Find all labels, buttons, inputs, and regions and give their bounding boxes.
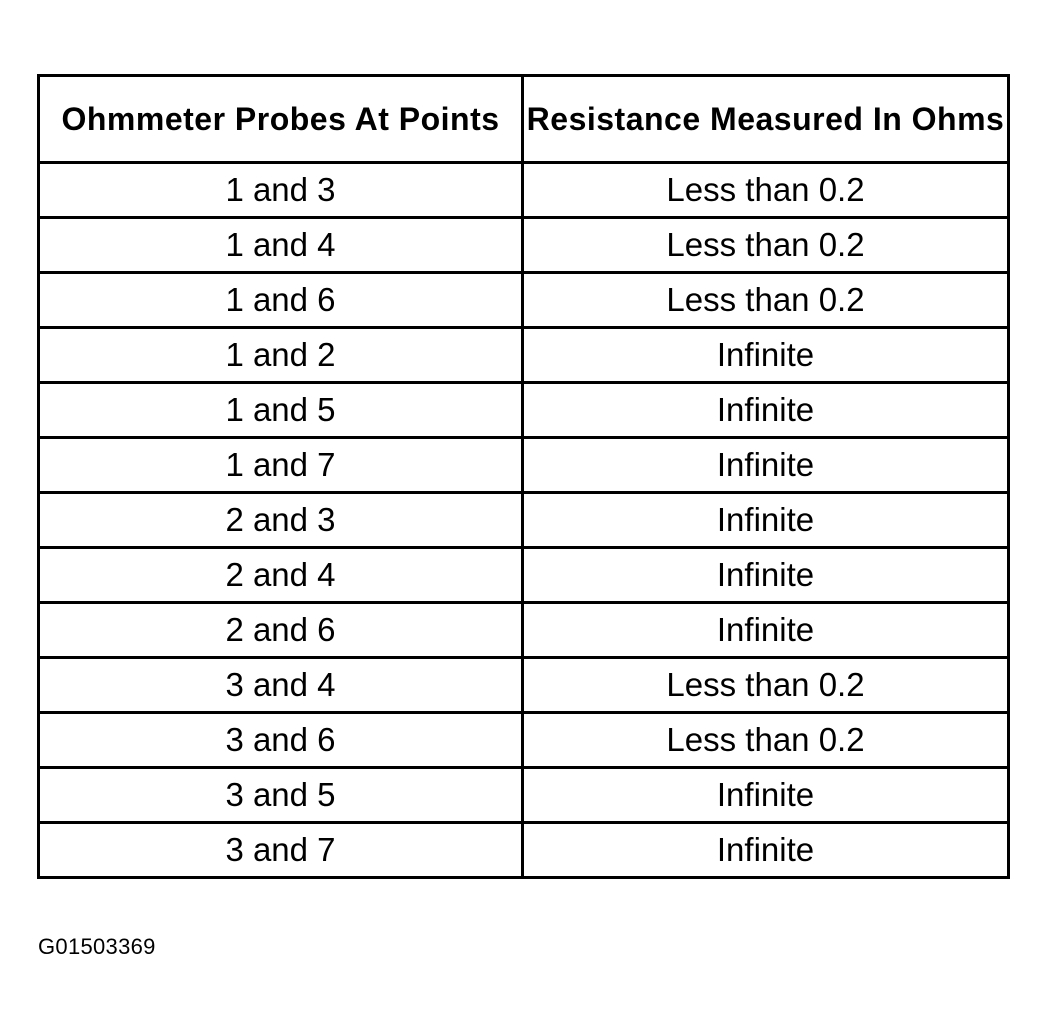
table-row bbox=[39, 328, 1009, 383]
probe-points-cell: 1 and 4 bbox=[39, 218, 523, 273]
probe-points-cell: 3 and 6 bbox=[39, 713, 523, 768]
table-row bbox=[39, 273, 1009, 328]
resistance-cell: Less than 0.2 bbox=[523, 713, 1009, 768]
table-row bbox=[39, 713, 1009, 768]
probe-points-cell: 1 and 3 bbox=[39, 163, 523, 218]
resistance-cell: Less than 0.2 bbox=[523, 273, 1009, 328]
resistance-cell: Infinite bbox=[523, 603, 1009, 658]
probe-points-cell: 2 and 6 bbox=[39, 603, 523, 658]
resistance-cell: Infinite bbox=[523, 438, 1009, 493]
table-row bbox=[39, 603, 1009, 658]
column-header-probes: Ohmmeter Probes At Points bbox=[39, 76, 523, 163]
probe-points-cell: 3 and 7 bbox=[39, 823, 523, 878]
resistance-cell: Infinite bbox=[523, 328, 1009, 383]
table-row bbox=[39, 658, 1009, 713]
table-row bbox=[39, 383, 1009, 438]
probe-points-cell: 2 and 4 bbox=[39, 548, 523, 603]
table-row bbox=[39, 493, 1009, 548]
table-body bbox=[39, 163, 1009, 878]
resistance-cell: Infinite bbox=[523, 493, 1009, 548]
resistance-cell: Less than 0.2 bbox=[523, 163, 1009, 218]
resistance-cell: Less than 0.2 bbox=[523, 218, 1009, 273]
resistance-cell: Infinite bbox=[523, 768, 1009, 823]
probe-points-cell: 2 and 3 bbox=[39, 493, 523, 548]
figure-id: G01503369 bbox=[38, 934, 156, 959]
probe-points-cell: 3 and 5 bbox=[39, 768, 523, 823]
probe-points-cell: 3 and 4 bbox=[39, 658, 523, 713]
resistance-cell: Infinite bbox=[523, 823, 1009, 878]
table-row bbox=[39, 438, 1009, 493]
table-row bbox=[39, 218, 1009, 273]
table-row bbox=[39, 823, 1009, 878]
probe-points-cell: 1 and 6 bbox=[39, 273, 523, 328]
table-row bbox=[39, 768, 1009, 823]
probe-points-cell: 1 and 5 bbox=[39, 383, 523, 438]
table-header-row bbox=[39, 76, 1009, 163]
probe-points-cell: 1 and 7 bbox=[39, 438, 523, 493]
probe-points-cell: 1 and 2 bbox=[39, 328, 523, 383]
resistance-cell: Infinite bbox=[523, 548, 1009, 603]
resistance-cell: Infinite bbox=[523, 383, 1009, 438]
resistance-cell: Less than 0.2 bbox=[523, 658, 1009, 713]
resistance-table bbox=[37, 74, 1010, 879]
table-row bbox=[39, 548, 1009, 603]
table-row bbox=[39, 163, 1009, 218]
column-header-resistance: Resistance Measured In Ohms bbox=[523, 76, 1009, 163]
